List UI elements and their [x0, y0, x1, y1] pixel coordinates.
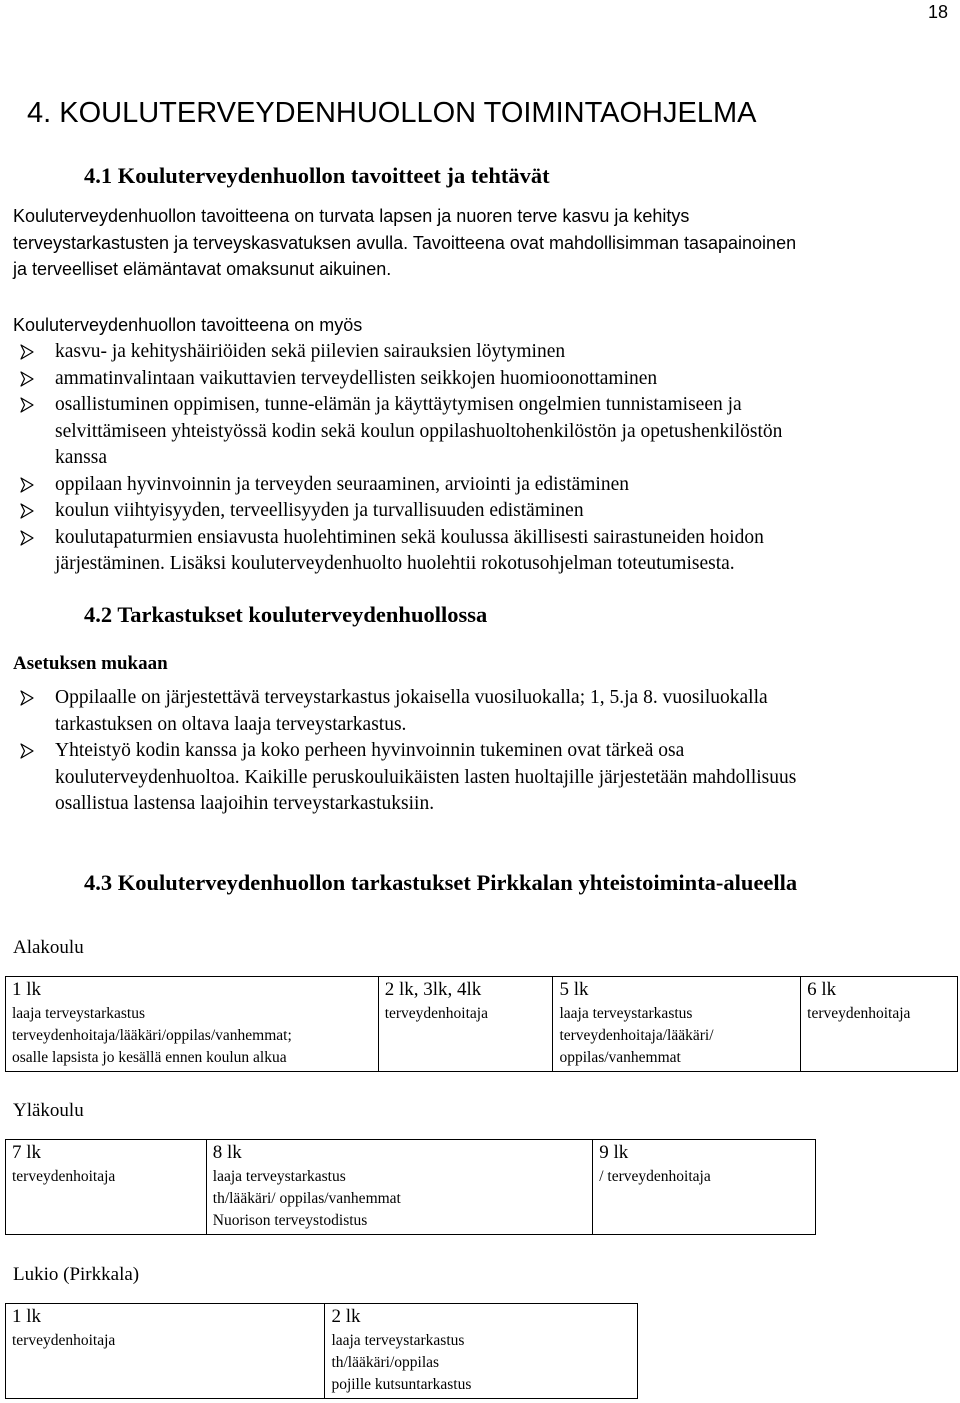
header-cell: 1 lk: [6, 1304, 325, 1331]
section-4-1-title: 4.1 Kouluterveydenhuollon tavoitteet ja tehtävät: [84, 163, 550, 188]
arrow-bullet-icon: [20, 397, 34, 413]
cell-line: laaja terveystarkastus: [559, 1005, 693, 1022]
table-cell: [6, 1003, 379, 1072]
list-item: [55, 392, 782, 472]
header-cell: 5 lk: [553, 977, 801, 1004]
ylakoulu-label: Yläkoulu: [13, 1100, 84, 1121]
table-row: [6, 1330, 638, 1399]
list-item-line: Yhteistyö kodin kanssa ja koko perheen hyvinvoinnin tukeminen ovat tärkeä osa: [55, 740, 685, 761]
ylakoulu-table: [5, 1139, 816, 1235]
lukio-table: [5, 1303, 638, 1399]
arrow-bullet-icon: [20, 503, 34, 519]
table-cell: [6, 1330, 325, 1399]
list-item-line: ammatinvalintaan vaikuttavien terveydellisten seikkojen huomioonottaminen: [55, 367, 658, 389]
list-item-line: selvittämiseen yhteistyössä kodin sekä koulun oppilashuoltohenkilöstön ja opetushenkilöstön: [55, 420, 783, 442]
cell-line: terveydenhoitaja: [12, 1168, 116, 1185]
arrow-bullet-icon: [20, 690, 34, 706]
table-cell: [6, 1166, 207, 1235]
header-cell: 7 lk: [6, 1140, 207, 1167]
table-cell: [378, 1003, 553, 1072]
table-header-row: [6, 977, 958, 1004]
cell-line: terveydenhoitaja: [384, 1005, 488, 1022]
header-cell: 9 lk: [593, 1140, 816, 1167]
table-header-row: [6, 1304, 638, 1331]
table-cell: [593, 1166, 816, 1235]
table-cell: [801, 1003, 958, 1072]
cell-line: / terveydenhoitaja: [599, 1168, 711, 1185]
cell-line: osalle lapsista jo kesällä ennen koulun alkua: [12, 1049, 287, 1066]
list-item-line: tarkastuksen on oltava laaja terveystarkastus.: [55, 713, 407, 735]
table-row: [6, 1166, 816, 1235]
list-item: [55, 339, 565, 366]
cell-line: th/lääkäri/oppilas: [331, 1354, 440, 1371]
table-row: [6, 1003, 958, 1072]
arrow-bullet-icon: [20, 477, 34, 493]
cell-line: Nuorison terveystodistus: [212, 1212, 368, 1229]
intro-paragraph: [13, 203, 796, 283]
arrow-bullet-icon: [20, 743, 34, 759]
list-item: [55, 498, 584, 525]
intro-line: ja terveelliset elämäntavat omaksunut aikuinen.: [13, 259, 392, 279]
cell-line: laaja terveystarkastus: [212, 1168, 346, 1185]
arrow-bullet-icon: [20, 344, 34, 360]
cell-line: terveydenhoitaja: [12, 1332, 116, 1349]
list-item-line: kanssa: [55, 447, 107, 468]
list-item-line: järjestäminen. Lisäksi kouluterveydenhuolto huolehtii rokotusohjelman toteutumisesta.: [55, 553, 735, 574]
page-number: 18: [927, 2, 948, 22]
header-cell: 1 lk: [6, 977, 379, 1004]
cell-line: laaja terveystarkastus: [12, 1005, 145, 1022]
list-intro: Kouluterveydenhuollon tavoitteena on myös: [13, 315, 363, 335]
list-item: [55, 366, 657, 393]
table-cell: [206, 1166, 592, 1235]
cell-line: pojille kutsuntarkastus: [331, 1376, 472, 1393]
table-header-row: [6, 1140, 816, 1167]
table-cell: [325, 1330, 638, 1399]
list-item-line: osallistuminen oppimisen, tunne-elämän ja käyttäytymisen ongelmien tunnistamiseen ja: [55, 394, 742, 415]
list-item: [55, 738, 796, 818]
arrow-bullet-icon: [20, 530, 34, 546]
intro-line: Kouluterveydenhuollon tavoitteena on turvata lapsen ja nuoren terve kasvu ja kehitys: [13, 206, 690, 226]
header-cell: 8 lk: [206, 1140, 592, 1167]
list-item-line: Oppilaalle on järjestettävä terveystarkastus jokaisella vuosiluokalla; 1, 5.ja 8. vuosiluokalla: [55, 687, 768, 708]
header-cell: 2 lk, 3lk, 4lk: [378, 977, 553, 1004]
table-cell: [553, 1003, 801, 1072]
alakoulu-label: Alakoulu: [13, 937, 84, 958]
header-cell: 2 lk: [325, 1304, 638, 1331]
list-item-line: koulun viihtyisyyden, terveellisyyden ja turvallisuuden edistäminen: [55, 500, 584, 521]
decree-subheading: Asetuksen mukaan: [13, 653, 168, 674]
intro-line: terveystarkastusten ja terveyskasvatuksen avulla. Tavoitteena ovat mahdollisimman tasapainoinen: [13, 232, 797, 253]
list-item-line: osallistua lastensa laajoihin terveystarkastuksiin.: [55, 793, 435, 814]
cell-line: th/lääkäri/ oppilas/vanhemmat: [212, 1190, 401, 1207]
alakoulu-table: [5, 976, 958, 1072]
cell-line: terveydenhoitaja/lääkäri/: [559, 1027, 714, 1044]
cell-line: terveydenhoitaja/lääkäri/oppilas/vanhemmat;: [12, 1027, 292, 1044]
chapter-heading: 4. KOULUTERVEYDENHUOLLON TOIMINTAOHJELMA: [27, 97, 757, 129]
section-4-3-title: 4.3 Kouluterveydenhuollon tarkastukset Pirkkalan yhteistoiminta-alueella: [84, 870, 798, 895]
cell-line: oppilas/vanhemmat: [559, 1049, 681, 1066]
list-item: [55, 472, 629, 499]
header-cell: 6 lk: [801, 977, 958, 1004]
list-item-line: kouluterveydenhuoltoa. Kaikille peruskouluikäisten lasten huoltajille järjestetään mahdollisuus: [55, 766, 797, 788]
list-item-line: kasvu- ja kehityshäiriöiden sekä piilevien sairauksien löytyminen: [55, 341, 566, 362]
cell-line: laaja terveystarkastus: [331, 1332, 465, 1349]
list-item-line: oppilaan hyvinvoinnin ja terveyden seuraaminen, arviointi ja edistäminen: [55, 473, 630, 495]
section-4-2-title: 4.2 Tarkastukset kouluterveydenhuollossa: [84, 602, 488, 627]
list-item: [55, 525, 764, 578]
lukio-label: Lukio (Pirkkala): [13, 1264, 140, 1285]
list-item: [55, 685, 768, 738]
list-item-line: koulutapaturmien ensiavusta huolehtiminen sekä koulussa äkillisesti sairastuneiden hoidon: [55, 526, 764, 548]
cell-line: terveydenhoitaja: [807, 1005, 911, 1022]
arrow-bullet-icon: [20, 371, 34, 387]
